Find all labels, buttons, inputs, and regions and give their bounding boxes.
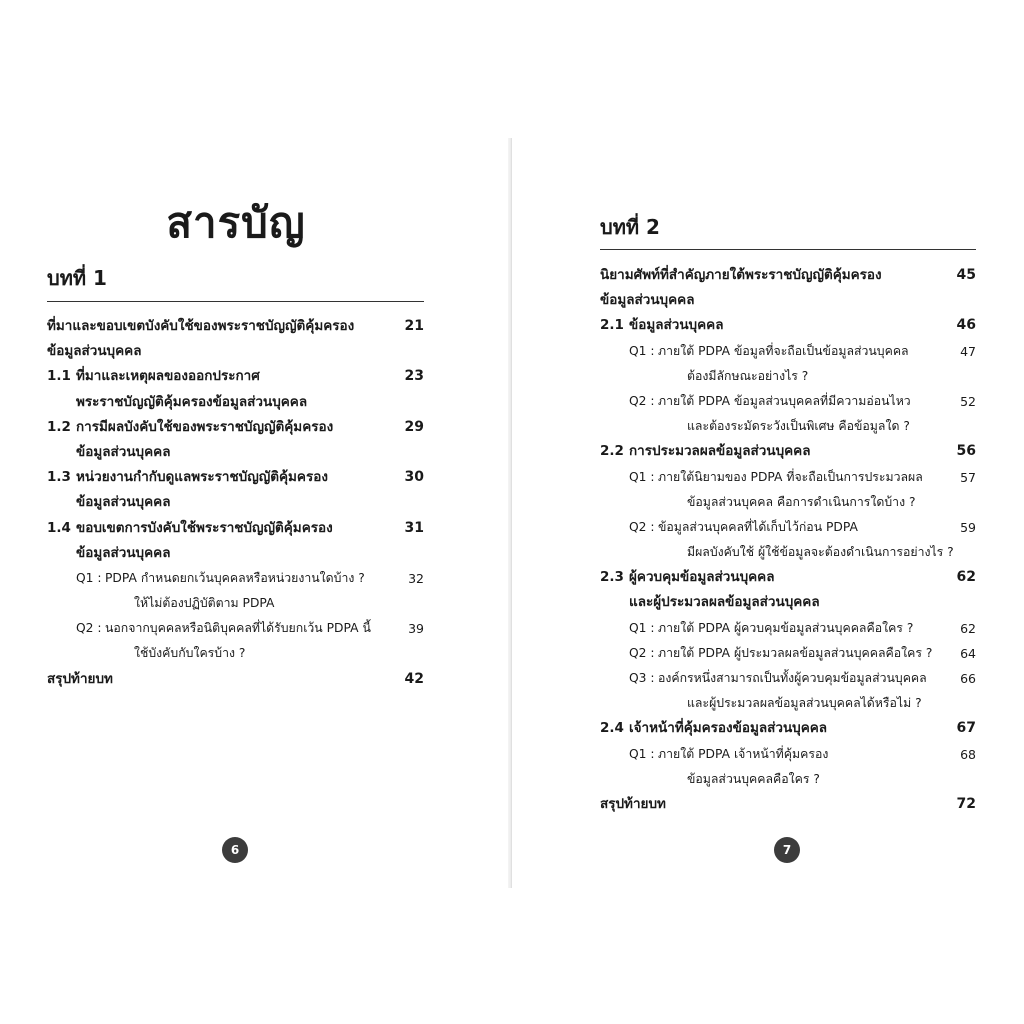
toc-entry-text: ภายใต้ PDPA ข้อมูลส่วนบุคคลที่มีความอ่อนไหว xyxy=(658,393,911,408)
toc-entry-text: ผู้ควบคุมข้อมูลส่วนบุคคล xyxy=(629,569,775,586)
toc-entry-line xyxy=(600,490,976,515)
page-number-badge-left: 6 xyxy=(222,837,248,863)
toc-entry-line xyxy=(47,490,424,515)
chapter-1-rule xyxy=(47,301,424,302)
toc-entry-text: ภายใต้ PDPA เจ้าหน้าที่คุ้มครอง xyxy=(658,746,829,761)
toc-entry-text: สรุปท้ายบท xyxy=(47,670,113,687)
toc-entry-number: 2.3 xyxy=(600,569,624,586)
toc-entry-line xyxy=(47,415,424,440)
toc-entry-text: สรุปท้ายบท xyxy=(600,795,666,812)
toc-entry-line xyxy=(600,767,976,792)
toc-entry-number: 1.2 xyxy=(47,418,71,435)
toc-entry-text: หน่วยงานกำกับดูแลพระราชบัญญัติคุ้มครอง xyxy=(76,469,328,486)
toc-entry-text: ให้ไม่ต้องปฏิบัติตาม PDPA xyxy=(134,596,275,611)
toc-entry-line xyxy=(47,440,424,465)
toc-entry-number: 1.1 xyxy=(47,368,71,385)
toc-entry-page: 68 xyxy=(960,746,976,762)
toc-entry-line xyxy=(47,314,424,339)
toc-entry-number: 1.3 xyxy=(47,469,71,486)
toc-entry-page: 31 xyxy=(404,519,424,536)
toc-entry-text: และผู้ประมวลผลข้อมูลส่วนบุคคล xyxy=(629,594,820,611)
toc-entry-page: 57 xyxy=(960,469,976,485)
toc-entry-number: Q2 : xyxy=(629,393,655,408)
toc-entry-text: ภายใต้ PDPA ผู้ควบคุมข้อมูลส่วนบุคคลคือใคร ? xyxy=(658,620,914,635)
toc-entry-page: 42 xyxy=(404,670,424,687)
toc-entry-line xyxy=(600,666,976,691)
toc-entry-page: 66 xyxy=(960,671,976,686)
toc-entry-line xyxy=(47,364,424,389)
toc-entry-line xyxy=(600,716,976,741)
toc-entry-number: Q1 : xyxy=(629,469,655,484)
toc-entry-number: Q2 : xyxy=(629,519,655,534)
toc-entry-text: พระราชบัญญัติคุ้มครองข้อมูลส่วนบุคคล xyxy=(76,393,308,410)
toc-entry-page: 62 xyxy=(960,620,976,636)
toc-entry-line xyxy=(600,439,976,464)
chapter-2-title: บทที่ 2 xyxy=(600,215,660,239)
toc-entry-text: ภายใต้ PDPA ข้อมูลที่จะถือเป็นข้อมูลส่วนบุคคล xyxy=(658,343,909,358)
toc-entry-text: ขอบเขตการบังคับใช้พระราชบัญญัติคุ้มครอง xyxy=(76,519,333,536)
toc-entry-text: ข้อมูลส่วนบุคคล xyxy=(629,317,724,334)
toc-entry-line xyxy=(600,263,976,288)
toc-entry-number: Q1 : xyxy=(76,570,102,585)
toc-entry-number: Q2 : xyxy=(629,645,655,660)
toc-entry-page: 56 xyxy=(956,443,976,460)
toc-entry-text: นิยามศัพท์ที่สำคัญภายใต้พระราชบัญญัติคุ้มครอง xyxy=(600,267,882,283)
toc-entry-page: 32 xyxy=(408,570,424,586)
toc-entry-line xyxy=(600,742,976,767)
toc-entry-line xyxy=(47,641,424,666)
right-page xyxy=(512,138,1024,888)
toc-entry-text: ที่มาและเหตุผลของออกประกาศ xyxy=(76,368,260,385)
toc-entry-text: องค์กรหนึ่งสามารถเป็นทั้งผู้ควบคุมข้อมูลส่วนบุคคล xyxy=(658,671,927,685)
toc-entry-page: 39 xyxy=(408,621,424,637)
toc-entry-text: และต้องระมัดระวังเป็นพิเศษ คือข้อมูลใด ? xyxy=(687,419,910,434)
chapter-2-rule xyxy=(600,249,976,250)
toc-entry-text: มีผลบังคับใช้ ผู้ใช้ข้อมูลจะต้องดำเนินการอย่างไร ? xyxy=(687,545,954,560)
toc-entry-line xyxy=(600,515,976,540)
toc-entry-text: ที่มาและขอบเขตบังคับใช้ของพระราชบัญญัติคุ้มครอง xyxy=(47,318,355,334)
toc-entry-text: ข้อมูลส่วนบุคคลที่ได้เก็บไว้ก่อน PDPA xyxy=(658,519,858,534)
toc-entry-page: 67 xyxy=(956,720,976,737)
toc-entry-text: ข้อมูลส่วนบุคคล xyxy=(600,292,695,309)
toc-entry-number: Q3 : xyxy=(629,671,655,685)
toc-entry-line xyxy=(600,313,976,338)
toc-entry-line xyxy=(47,465,424,490)
toc-entry-text: นอกจากบุคคลหรือนิติบุคคลที่ได้รับยกเว้น PDPA นี้ xyxy=(105,621,371,636)
toc-entry-line xyxy=(47,616,424,641)
toc-entry-line xyxy=(600,565,976,590)
toc-entry-text: เจ้าหน้าที่คุ้มครองข้อมูลส่วนบุคคล xyxy=(629,720,828,737)
toc-entry-text: การมีผลบังคับใช้ของพระราชบัญญัติคุ้มครอง xyxy=(76,418,334,435)
toc-entry-line xyxy=(600,792,976,817)
toc-entry-number: 2.4 xyxy=(600,720,624,737)
toc-entry-line xyxy=(47,591,424,616)
toc-entry-number: 1.4 xyxy=(47,519,71,536)
toc-entry-page: 30 xyxy=(404,469,424,486)
toc-entry-page: 62 xyxy=(956,569,976,586)
toc-entry-line xyxy=(47,390,424,415)
toc-entry-number: 2.1 xyxy=(600,317,624,334)
toc-entry-text: และผู้ประมวลผลข้อมูลส่วนบุคคลได้หรือไม่ ? xyxy=(687,696,922,711)
toc-entry-page: 46 xyxy=(956,317,976,334)
toc-entry-line xyxy=(600,590,976,615)
toc-entry-line xyxy=(600,691,976,716)
toc-entry-page: 29 xyxy=(404,418,424,435)
toc-entry-line xyxy=(47,667,424,692)
toc-entry-number: 2.2 xyxy=(600,443,624,460)
toc-entry-text: ข้อมูลส่วนบุคคล xyxy=(76,443,171,460)
page-number-badge-right: 7 xyxy=(774,837,800,863)
toc-entry-line xyxy=(600,465,976,490)
toc-entry-line xyxy=(600,616,976,641)
toc-entry-page: 23 xyxy=(404,368,424,385)
toc-entry-number: Q1 : xyxy=(629,746,655,761)
toc-entry-text: ต้องมีลักษณะอย่างไร ? xyxy=(687,368,809,383)
toc-entry-line xyxy=(47,339,424,364)
toc-entry-line xyxy=(47,541,424,566)
toc-entry-page: 52 xyxy=(960,393,976,409)
toc-entry-page: 72 xyxy=(956,795,976,812)
toc-entry-text: ข้อมูลส่วนบุคคล xyxy=(76,494,171,511)
toc-entry-line xyxy=(600,641,976,666)
chapter-1-title: บทที่ 1 xyxy=(47,266,107,290)
toc-entry-page: 45 xyxy=(956,267,976,283)
toc-entry-line xyxy=(47,566,424,591)
toc-entry-number: Q1 : xyxy=(629,620,655,635)
toc-entry-text: ภายใต้ PDPA ผู้ประมวลผลข้อมูลส่วนบุคคลคือใคร ? xyxy=(658,645,933,660)
toc-entry-text: ใช้บังคับกับใครบ้าง ? xyxy=(134,646,246,661)
toc-entry-line xyxy=(600,288,976,313)
toc-entry-text: ข้อมูลส่วนบุคคลคือใคร ? xyxy=(687,771,820,786)
toc-entry-line xyxy=(600,364,976,389)
toc-chapter-2 xyxy=(600,263,976,817)
toc-entry-line xyxy=(600,389,976,414)
toc-entry-text: ภายใต้นิยามของ PDPA ที่จะถือเป็นการประมวลผล xyxy=(658,469,923,484)
toc-chapter-1 xyxy=(47,314,424,692)
toc-entry-line xyxy=(600,414,976,439)
toc-entry-text: ข้อมูลส่วนบุคคล xyxy=(76,544,171,561)
toc-entry-page: 64 xyxy=(960,645,976,661)
book-title: สารบัญ xyxy=(166,198,306,247)
toc-entry-line xyxy=(47,516,424,541)
left-page xyxy=(0,138,508,888)
toc-entry-line xyxy=(600,339,976,364)
toc-entry-text: PDPA กำหนดยกเว้นบุคคลหรือหน่วยงานใดบ้าง ? xyxy=(105,570,365,585)
toc-entry-number: Q1 : xyxy=(629,343,655,358)
toc-entry-text: การประมวลผลข้อมูลส่วนบุคคล xyxy=(629,443,811,460)
toc-entry-number: Q2 : xyxy=(76,621,102,636)
toc-entry-page: 59 xyxy=(960,519,976,535)
toc-entry-page: 47 xyxy=(960,343,976,359)
toc-entry-line xyxy=(600,540,976,565)
toc-entry-text: ข้อมูลส่วนบุคคล คือการดำเนินการใดบ้าง ? xyxy=(687,494,916,509)
toc-entry-page: 21 xyxy=(404,318,424,334)
toc-entry-text: ข้อมูลส่วนบุคคล xyxy=(47,343,142,360)
